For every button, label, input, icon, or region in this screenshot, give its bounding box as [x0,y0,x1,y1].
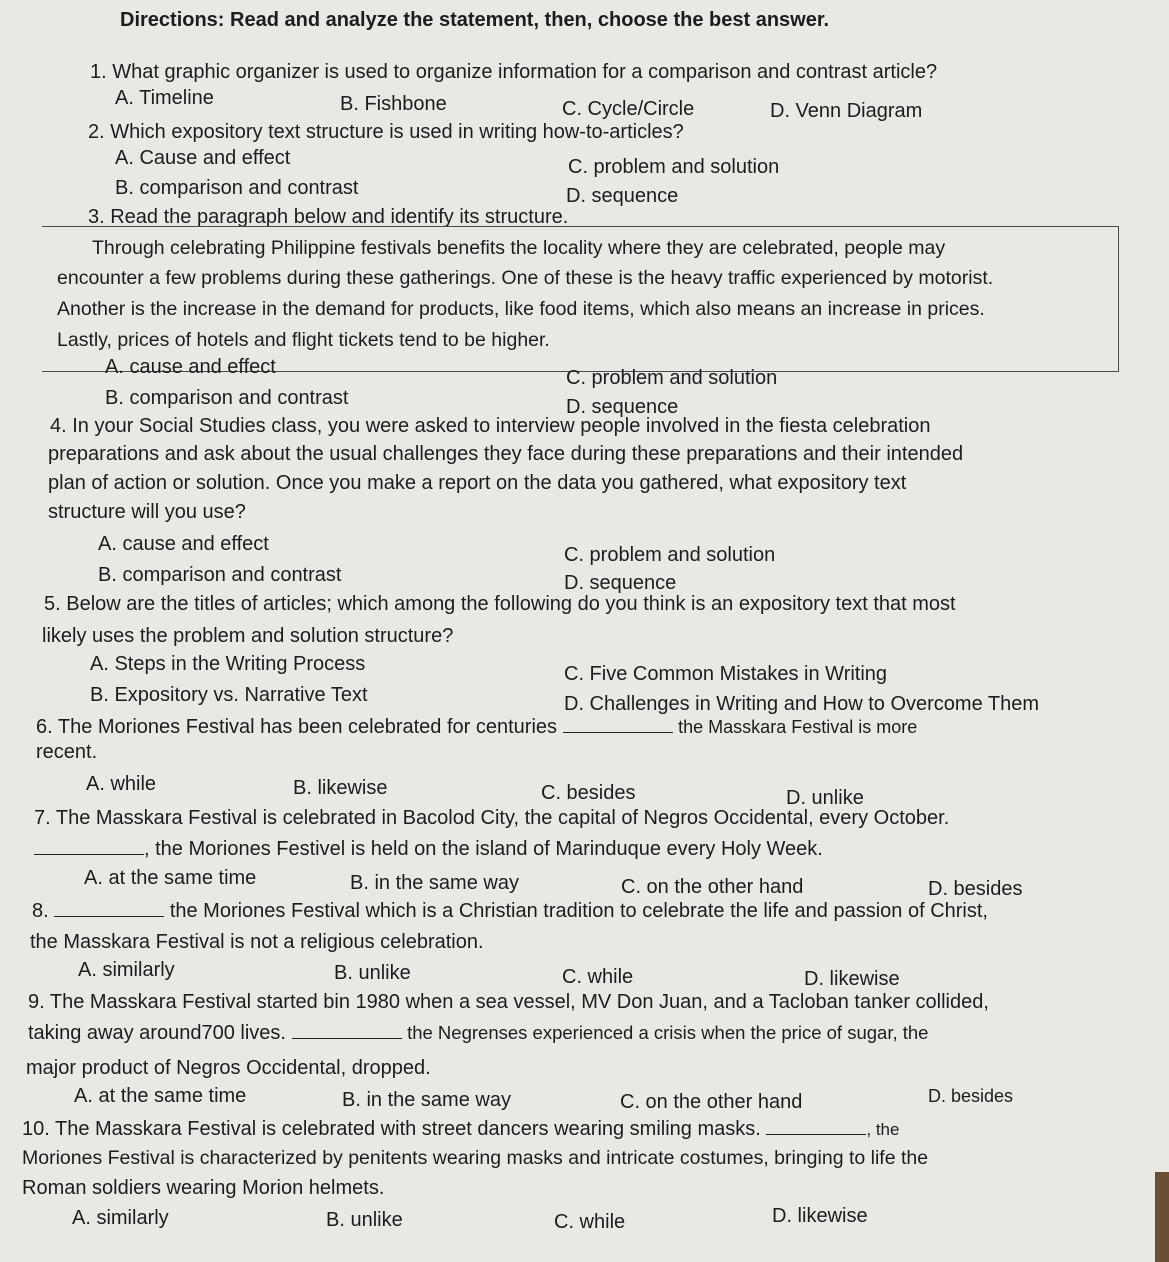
q1-option-b[interactable]: B. Fishbone [340,93,447,115]
question-10-line-1 [22,1116,899,1142]
page-edge-shadow [1155,1172,1169,1262]
question-5-line-1: 5. Below are the titles of articles; which among the following do you think is an expository text that most [44,593,956,615]
question-9-line-2 [28,1020,928,1045]
q5-option-b[interactable]: B. Expository vs. Narrative Text [90,684,368,706]
q6-option-d[interactable]: D. unlike [786,787,864,809]
q10-option-d[interactable]: D. likewise [772,1205,868,1227]
directions: Directions: Read and analyze the statement, then, choose the best answer. [120,9,830,31]
q3-option-a[interactable]: A. cause and effect [105,356,276,378]
q10-text-before: 10. The Masskara Festival is celebrated with street dancers wearing smiling masks. [22,1118,761,1140]
q6-option-a[interactable]: A. while [86,773,157,795]
q8-option-b[interactable]: B. unlike [334,962,411,984]
q7-option-b[interactable]: B. in the same way [350,872,519,894]
q1-option-d[interactable]: D. Venn Diagram [770,100,923,122]
q10-text-after: , the [866,1120,900,1139]
question-9-line-3: major product of Negros Occidental, dropped. [26,1057,431,1079]
q7-option-d[interactable]: D. besides [928,878,1023,900]
q9-blank[interactable] [292,1020,402,1039]
question-1: 1. What graphic organizer is used to organize information for a comparison and contrast article? [90,61,938,83]
q8-text-after: the Moriones Festival which is a Christian tradition to celebrate the life and passion of Christ, [169,900,988,922]
q10-option-a[interactable]: A. similarly [72,1207,169,1229]
q9-option-b[interactable]: B. in the same way [342,1089,511,1111]
q9-text-after: the Negrenses experienced a crisis when the price of sugar, the [407,1022,929,1043]
q6-text-after: the Masskara Festival is more [678,717,918,737]
q10-blank[interactable] [766,1116,866,1135]
question-6-line-1 [36,714,917,739]
q8-option-a[interactable]: A. similarly [78,959,175,981]
question-2: 2. Which expository text structure is used in writing how-to-articles? [88,121,684,143]
passage-line-3: Another is the increase in the demand for products, like food items, which also means an increase in prices. [57,298,985,320]
q9-option-a[interactable]: A. at the same time [74,1085,247,1107]
question-4-line-3: plan of action or solution. Once you make a report on the data you gathered, what expository text [48,472,907,494]
q7-option-a[interactable]: A. at the same time [84,867,257,889]
passage-line-4: Lastly, prices of hotels and flight tickets tend to be higher. [57,329,550,351]
question-6-line-2: recent. [36,741,98,763]
q4-option-b[interactable]: B. comparison and contrast [98,564,342,586]
q5-option-a[interactable]: A. Steps in the Writing Process [90,653,366,675]
q3-option-b[interactable]: B. comparison and contrast [105,387,349,409]
question-4-line-4: structure will you use? [48,501,246,523]
passage-line-2: encounter a few problems during these gatherings. One of these is the heavy traffic experienced by motorist. [57,267,994,289]
q9-option-c[interactable]: C. on the other hand [620,1091,803,1113]
q2-option-a[interactable]: A. Cause and effect [115,147,291,169]
q2-option-b[interactable]: B. comparison and contrast [115,177,359,199]
q1-option-a[interactable]: A. Timeline [115,87,214,109]
q7-blank[interactable] [34,836,144,855]
q8-option-d[interactable]: D. likewise [804,968,900,990]
question-7-line-2 [34,836,823,861]
q3-option-d[interactable]: D. sequence [566,396,679,418]
question-10-line-3: Roman soldiers wearing Morion helmets. [22,1177,385,1199]
q9-text-before: taking away around700 lives. [28,1022,286,1044]
question-7-line-1: 7. The Masskara Festival is celebrated in Bacolod City, the capital of Negros Occidental, every October. [34,807,950,829]
q8-number: 8. [32,900,49,922]
q2-option-c[interactable]: C. problem and solution [568,156,780,178]
q8-blank[interactable] [54,898,164,917]
q3-option-c[interactable]: C. problem and solution [566,367,778,389]
q7-option-c[interactable]: C. on the other hand [621,876,804,898]
q10-option-b[interactable]: B. unlike [326,1209,403,1231]
question-9-line-1: 9. The Masskara Festival started bin 1980 when a sea vessel, MV Don Juan, and a Tacloban tanker collided, [28,991,989,1013]
passage-line-1: Through celebrating Philippine festivals benefits the locality where they are celebrated, people may [92,237,946,259]
q8-option-c[interactable]: C. while [562,966,634,988]
q9-option-d[interactable]: D. besides [928,1086,1014,1106]
q6-option-b[interactable]: B. likewise [293,777,388,799]
question-4-line-2: preparations and ask about the usual challenges they face during these preparations and their intended [48,443,964,465]
q2-option-d[interactable]: D. sequence [566,185,679,207]
question-8-line-2: the Masskara Festival is not a religious celebration. [30,931,484,953]
q4-option-d[interactable]: D. sequence [564,572,677,594]
q6-option-c[interactable]: C. besides [541,782,636,804]
q4-option-a[interactable]: A. cause and effect [98,533,269,555]
question-4-line-1: 4. In your Social Studies class, you were asked to interview people involved in the fiesta celebration [50,415,931,437]
question-10-line-2: Moriones Festival is characterized by penitents wearing masks and intricate costumes, bringing to life the [22,1147,929,1169]
question-5-line-2: likely uses the problem and solution structure? [42,625,454,647]
question-3: 3. Read the paragraph below and identify its structure. [88,206,569,228]
q1-option-c[interactable]: C. Cycle/Circle [562,98,695,120]
q10-option-c[interactable]: C. while [554,1211,626,1233]
q4-option-c[interactable]: C. problem and solution [564,544,776,566]
q5-option-c[interactable]: C. Five Common Mistakes in Writing [564,663,888,685]
q6-blank[interactable] [563,714,673,733]
question-8-line-1 [32,898,988,923]
q6-text-before: 6. The Moriones Festival has been celebrated for centuries [36,716,558,738]
q7-text-after: , the Moriones Festivel is held on the island of Marinduque every Holy Week. [144,838,823,860]
q5-option-d[interactable]: D. Challenges in Writing and How to Overcome Them [564,693,1040,715]
